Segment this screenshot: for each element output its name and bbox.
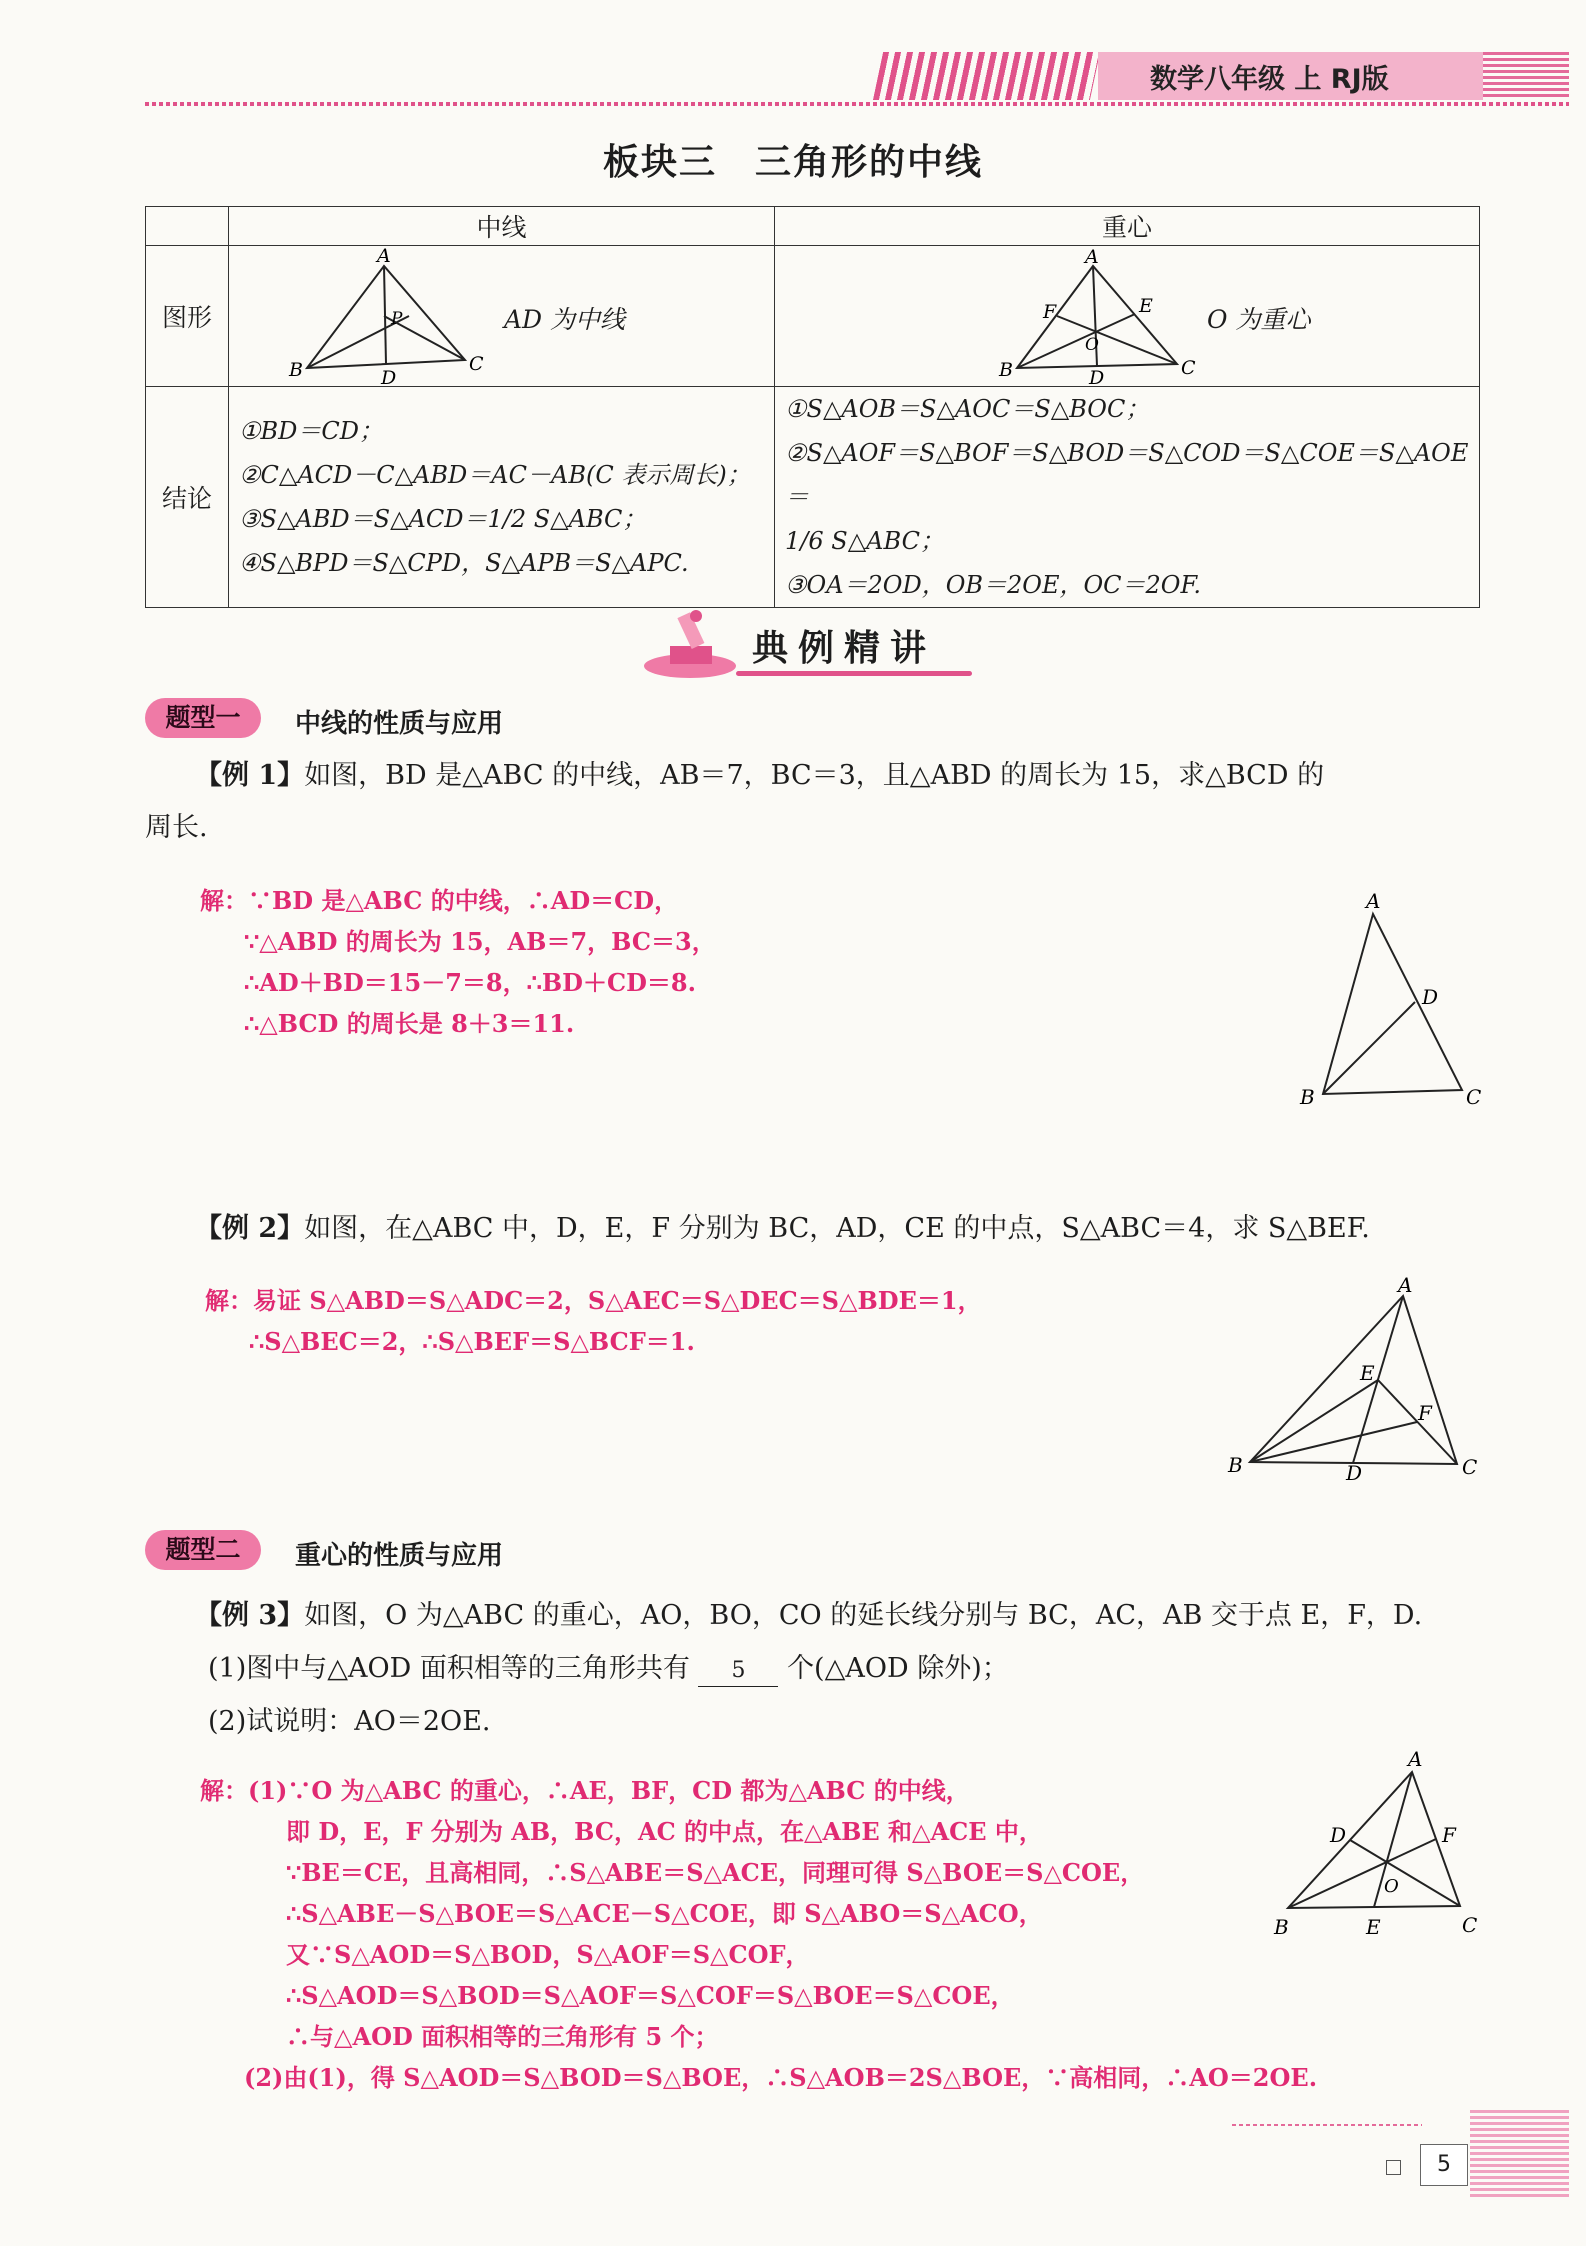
example1-figure [1280, 890, 1490, 1110]
example2-text: 如图，在△ABC 中，D，E，F 分别为 BC，AD，CE 的中点，S△ABC＝4，求 S△BEF. [304, 1213, 1370, 1244]
example1-solution-line: ∴△BCD 的周长是 8＋3＝11. [244, 1009, 575, 1038]
centroid-label-c: C [1181, 357, 1196, 379]
median-label-a: A [377, 245, 391, 267]
ex1-label-d: D [1422, 985, 1439, 1009]
footer-line [1232, 2124, 1422, 2126]
example1-line2: 周长. [145, 812, 208, 843]
centroid-label-b: B [999, 359, 1013, 381]
header-stripes [873, 52, 1100, 100]
example1-solution-line: ∵△ABD 的周长为 15，AB＝7，BC＝3， [244, 927, 716, 956]
example2-solution [205, 1280, 982, 1362]
centroid-label-d: D [1089, 367, 1105, 389]
type1-tag: 题型一 [145, 698, 261, 738]
ex3-label-e: E [1366, 1915, 1381, 1939]
median-conclusion-1: ①BD＝CD； [239, 417, 383, 445]
median-conclusion-4: ④S△BPD＝S△CPD，S△APB＝S△APC. [239, 549, 689, 577]
example1-label: 【例 1】 [195, 760, 305, 791]
header-divider [145, 102, 1569, 106]
example3-solution-line: 又∵S△AOD＝S△BOD，S△AOF＝S△COF， [286, 1940, 810, 1969]
ex1-label-a: A [1366, 889, 1381, 913]
header-centroid: 重心 [775, 207, 1480, 246]
median-figure-cell [229, 246, 775, 387]
median-label-b: B [289, 359, 303, 381]
ex3-label-a: A [1408, 1747, 1423, 1771]
median-label-c: C [469, 353, 484, 375]
ex2-label-f: F [1418, 1401, 1432, 1425]
ex1-label-b: B [1300, 1085, 1315, 1109]
book-title: 数学八年级 上 RJ版 [1150, 64, 1389, 95]
microscope-icon [640, 606, 740, 682]
banner-title: 典例精讲 [752, 628, 937, 669]
example3-solution-line: ∴S△AOD＝S△BOD＝S△AOF＝S△COF＝S△BOE＝S△COE， [286, 1981, 1015, 2010]
centroid-caption: O 为重心 [1207, 305, 1311, 334]
example3-part2: (2)试说明：AO＝2OE. [208, 1706, 491, 1737]
example3-line [195, 1590, 1422, 1642]
row-figure-label: 图形 [146, 246, 229, 387]
median-label-p: P [391, 309, 403, 329]
page-number: 5 [1420, 2144, 1468, 2186]
footer-square-icon [1386, 2160, 1401, 2175]
example1-solution [200, 880, 716, 1044]
centroid-conclusion-2: ②S△AOF＝S△BOF＝S△BOD＝S△COD＝S△COE＝S△AOE＝ [785, 439, 1469, 511]
row-conclusion-label: 结论 [146, 387, 229, 608]
reference-table [145, 206, 1480, 608]
ex2-label-a: A [1398, 1273, 1413, 1297]
footer-stripes [1470, 2110, 1569, 2200]
example3-solution-line: 即 D，E，F 分别为 AB，BC，AC 的中点，在△ABE 和△ACE 中， [286, 1817, 1043, 1846]
median-label-d: D [381, 367, 397, 389]
median-figure [279, 245, 484, 389]
example3-part1 [208, 1643, 1009, 1695]
centroid-conclusions [775, 387, 1480, 608]
example3-figure [1260, 1747, 1490, 1950]
centroid-conclusion-1: ①S△AOB＝S△AOC＝S△BOC； [785, 395, 1150, 423]
centroid-label-e: E [1139, 295, 1153, 317]
centroid-label-o: O [1085, 335, 1099, 355]
example3-text: 如图，O 为△ABC 的重心，AO，BO，CO 的延长线分别与 BC，AC，AB 交于点 E，F，D. [304, 1600, 1423, 1631]
example3-solution [200, 1770, 1317, 2098]
header-median: 中线 [229, 207, 775, 246]
type2-title: 重心的性质与应用 [295, 1541, 504, 1571]
ex2-label-b: B [1228, 1453, 1243, 1477]
ex3-label-b: B [1274, 1915, 1289, 1939]
centroid-figure-cell [775, 246, 1480, 387]
example1-solution-line: 解：∵BD 是△ABC 的中线，∴AD＝CD， [200, 886, 679, 915]
ex3-label-o: O [1384, 1876, 1399, 1897]
example2-label: 【例 2】 [195, 1213, 305, 1244]
median-conclusion-3: ③S△ABD＝S△ACD＝1/2 S△ABC； [239, 505, 647, 533]
centroid-label-f: F [1043, 301, 1057, 323]
centroid-label-a: A [1085, 246, 1099, 268]
example3-solution-line: ∴与△AOD 面积相等的三角形有 5 个； [286, 2022, 719, 2051]
median-caption: AD 为中线 [504, 305, 626, 334]
ex2-label-e: E [1360, 1361, 1375, 1385]
median-conclusion-2: ②C△ACD－C△ABD＝AC－AB(C 表示周长)； [239, 461, 751, 489]
example2-line [195, 1203, 1370, 1255]
part1-text-after: 个(△AOD 除外)； [787, 1653, 1009, 1684]
example2-figure [1220, 1273, 1490, 1485]
example1-text: 如图，BD 是△ABC 的中线，AB＝7，BC＝3，且△ABD 的周长为 15，求△BCD 的 [304, 760, 1325, 791]
section-title: 板块三 三角形的中线 [602, 141, 983, 183]
type1-title: 中线的性质与应用 [295, 709, 504, 739]
ex2-label-c: C [1462, 1455, 1478, 1479]
example3-solution-line: ∵BE＝CE，且高相同，∴S△ABE＝S△ACE，同理可得 S△BOE＝S△COE， [286, 1858, 1145, 1887]
ex3-label-d: D [1330, 1823, 1347, 1847]
header-right-stripes [1483, 52, 1569, 100]
part1-answer-blank: 5 [698, 1656, 778, 1687]
example3-solution-line: (2)由(1)，得 S△AOD＝S△BOD＝S△BOE，∴S△AOB＝2S△BOE，∵高相同，∴AO＝2OE. [244, 2063, 1318, 2092]
example1-solution-line: ∴AD＋BD＝15－7＝8，∴BD＋CD＝8. [244, 968, 696, 997]
ex3-label-c: C [1462, 1913, 1478, 1937]
table-corner [146, 207, 229, 246]
centroid-conclusion-3: ③OA＝2OD，OB＝2OE，OC＝2OF. [785, 571, 1202, 599]
median-conclusions [229, 387, 775, 608]
banner-underline [736, 671, 972, 676]
ex1-label-c: C [1466, 1085, 1482, 1109]
type2-tag: 题型二 [145, 1530, 261, 1570]
example1-line1 [195, 750, 1324, 802]
ex3-label-f: F [1442, 1823, 1456, 1847]
example2-solution-line: ∴S△BEC＝2，∴S△BEF＝S△BCF＝1. [249, 1327, 695, 1356]
centroid-figure [985, 246, 1205, 389]
part1-text-before: (1)图中与△AOD 面积相等的三角形共有 [208, 1653, 690, 1684]
centroid-conclusion-2b: 1/6 S△ABC； [785, 527, 944, 555]
example3-solution-line: 解：(1)∵O 为△ABC 的重心，∴AE，BF，CD 都为△ABC 的中线， [200, 1776, 970, 1805]
example2-solution-line: 解：易证 S△ABD＝S△ADC＝2，S△AEC＝S△DEC＝S△BDE＝1， [205, 1286, 982, 1315]
example3-label: 【例 3】 [195, 1600, 305, 1631]
example3-solution-line: ∴S△ABE－S△BOE＝S△ACE－S△COE，即 S△ABO＝S△ACO， [286, 1899, 1043, 1928]
ex2-label-d: D [1346, 1461, 1363, 1485]
